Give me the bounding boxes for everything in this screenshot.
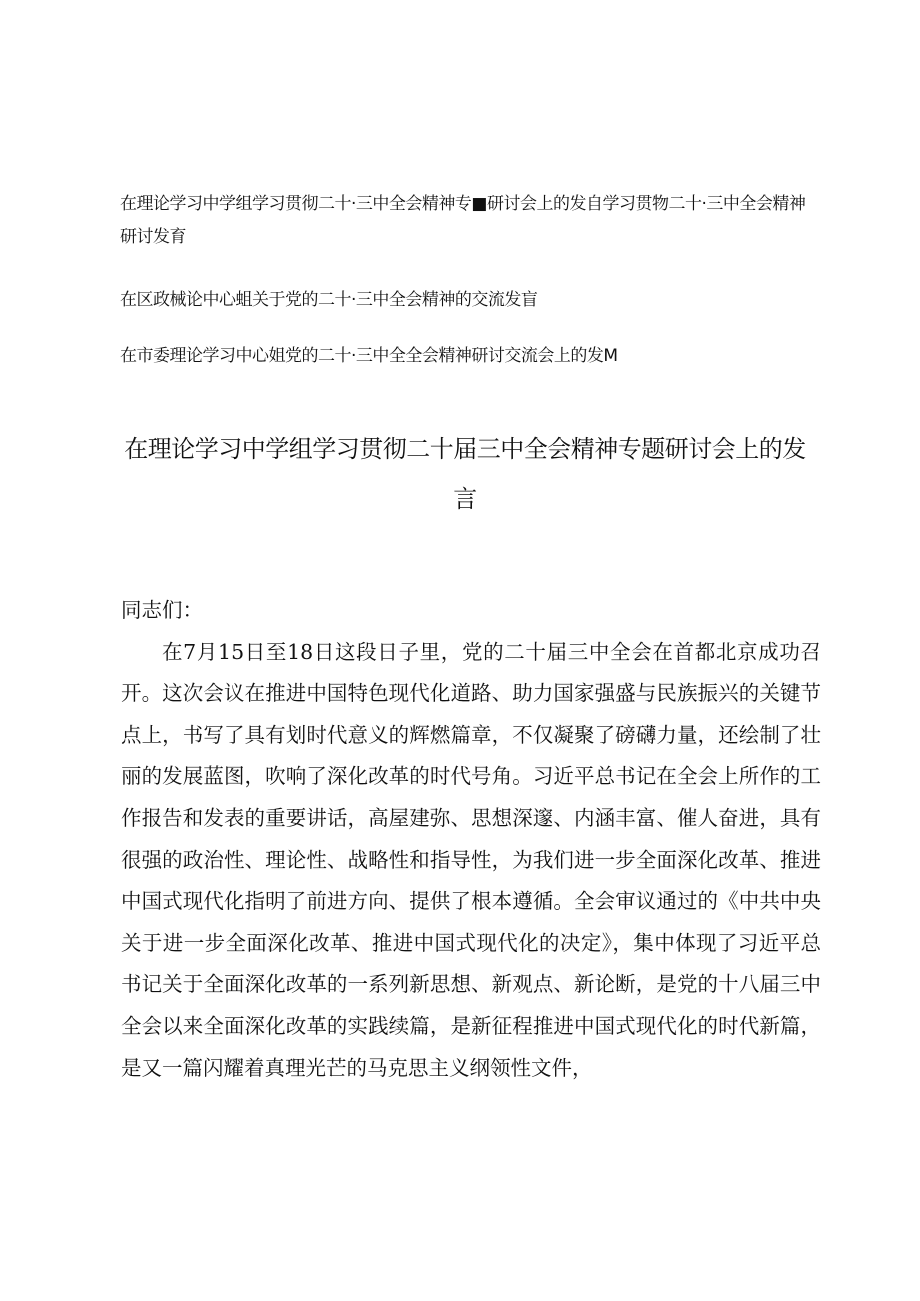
body-paragraph: 在7月15日至18日这段日子里，党的二十届三中全会在首都北京成功召开。这次会议在推进中国特色现代化道路、助力国家强盛与民族振兴的关键节点上，书写了具有划时代意义的辉燃篇章，不仅凝聚了磅礴力量，还绘制了壮丽的发展蓝图，吹响了深化改革的时代号角。习近平总书记在全会上所作的工作报告和发表的重要讲话，高屋建弥、思想深邃、内涵丰富、催人奋进，具有很强的政治性、理论性、战略性和指导性，为我们进一步全面深化改革、推进中国式现代化指明了前进方向、提供了根本遵循。全会审议通过的《中共中央关于进一步全面深化改革、推进中国式现代化的决定》，集中体现了习近平总书记关于全面深化改革的一系列新思想、新观点、新论断，是党的十八届三中全会以来全面深化改革的实践续篇，是新征程推进中国式现代化的时代新篇，是又一篇闪耀着真理光芒的马克思主义纲领性文件， — [121, 639, 821, 1080]
toc-entry-2[interactable]: 在区政械论中心蛆关于党的二十·三中全会精神的交流发盲 — [120, 290, 538, 310]
toc-entry-3[interactable]: 在市委理论学习中心姐党的二十·三中全全会精神研讨交流会上的发M — [120, 346, 618, 366]
table-of-contents — [120, 188, 810, 373]
document-body — [121, 590, 821, 1089]
toc-entry-1[interactable]: 在理论学习中学组学习贯彻二十·三中全会精神专■研讨会上的发自学习贯物二十·三中全会精神研讨发育 — [120, 194, 806, 247]
document-title: 在理论学习中学组学习贯彻二十届三中全会精神专题研讨会上的发言 — [124, 435, 806, 513]
salutation: 同志们： — [121, 598, 203, 622]
